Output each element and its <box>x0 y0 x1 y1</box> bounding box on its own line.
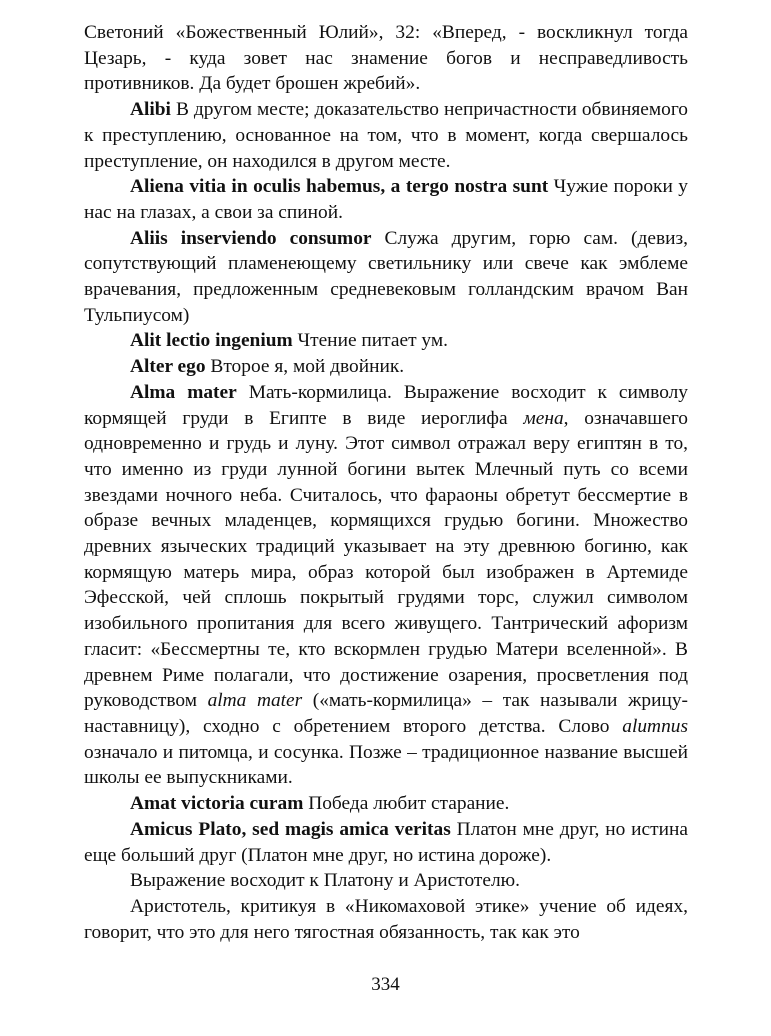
entry-alibi <box>84 97 688 174</box>
entry-term: Aliena vitia in oculis habemus, a tergo nostra sunt <box>130 176 549 198</box>
page-number: 334 <box>371 974 400 995</box>
entry-definition: Служа другим, горю сам. (девиз, сопутствующий пламенеющему светильнику или свече как эмблеме врачевания, предложенным средневековым голландским врачом Ван Тульпиусом) <box>84 227 688 326</box>
entry-definition: Мать-кормилица. Выражение восходит к символу кормящей груди в Египте в виде иероглифа <box>84 381 688 429</box>
paragraph-9 <box>84 868 688 894</box>
entry-amicus-plato <box>84 817 688 868</box>
entry-term: Alibi <box>130 99 171 121</box>
entry-term: Amicus Plato, sed magis amica veritas <box>130 818 451 840</box>
entry-definition: («мать-кормилица» – так называли жрицу-наставницу), сходно с обретением второго детства. Слово <box>84 690 689 737</box>
entry-definition: В другом месте; доказательство непричастности обвиняемого к преступлению, основанное на том, что в момент, когда свершалось преступление, он находился в другом месте. <box>84 99 688 172</box>
entry-definition: Платон мне друг, но истина еще больший друг (Платон мне друг, но истина дороже). <box>84 818 689 866</box>
text-run: Выражение восходит к Платону и Аристотелю. <box>130 870 520 892</box>
entry-definition: Чтение питает ум. <box>292 330 448 352</box>
text-run: Аристотель, критикуя в «Никомаховой этике» учение об идеях, говорит, что это для него тягостная обязанность, так как это <box>84 895 688 943</box>
entry-term: Aliis inserviendo consumor <box>130 227 372 249</box>
entry-term: Alma mater <box>130 381 237 403</box>
entry-amat-victoria <box>84 791 688 817</box>
entry-definition: Победа любит старание. <box>303 793 510 815</box>
entry-alit-lectio <box>84 328 688 354</box>
italic-word: alumnus <box>622 715 688 737</box>
page-text <box>84 20 688 945</box>
paragraph-0 <box>84 20 688 97</box>
italic-word: мена <box>523 407 564 429</box>
italic-word: alma mater <box>207 690 303 712</box>
entry-alma-mater <box>84 380 688 791</box>
entry-definition: , означавшего одновременно и грудь и луну. Этот символ отражал веру египтян в то, что именно из груди лунной богини вытек Млечный путь со всеми звездами ночного неба. Считалось, что фараоны обретут бессмертие в образе вечных младенцев, кормящихся грудью богини. Множество древних языческих традиций указывает на эту древнюю богиню, как кормящую матерь мира, образ которой был изображен в Артемиде Эфесской, чей сплошь покрытый грудями торс, служил символом изобильного пропитания для всего живущего. Тантрический афоризм гласит: «Бессмертны те, кто вскормлен грудью Матери вселенной». В древнем Риме полагали, что достижение озарения, просветления под руководством <box>84 407 688 712</box>
entry-aliis-inserviendo <box>84 226 688 329</box>
entry-aliena-vitia <box>84 174 688 225</box>
entry-term: Amat victoria curam <box>130 793 304 815</box>
entry-definition: Чужие пороки у нас на глазах, а свои за спиной. <box>84 176 688 223</box>
entry-definition: означало и питомца, и сосунка. Позже – традиционное название высшей школы ее выпускниками. <box>84 741 688 789</box>
paragraph-10 <box>84 894 688 945</box>
text-run: Светоний «Божественный Юлий», 32: «Вперед, - воскликнул тогда Цезарь, - куда зовет нас знамение богов и несправедливость противников. Да будет брошен жребий». <box>84 22 688 95</box>
entry-term: Alter ego <box>130 356 206 378</box>
entry-alter-ego <box>84 354 688 380</box>
entry-definition: Второе я, мой двойник. <box>205 356 405 378</box>
entry-term: Alit lectio ingenium <box>130 330 293 352</box>
